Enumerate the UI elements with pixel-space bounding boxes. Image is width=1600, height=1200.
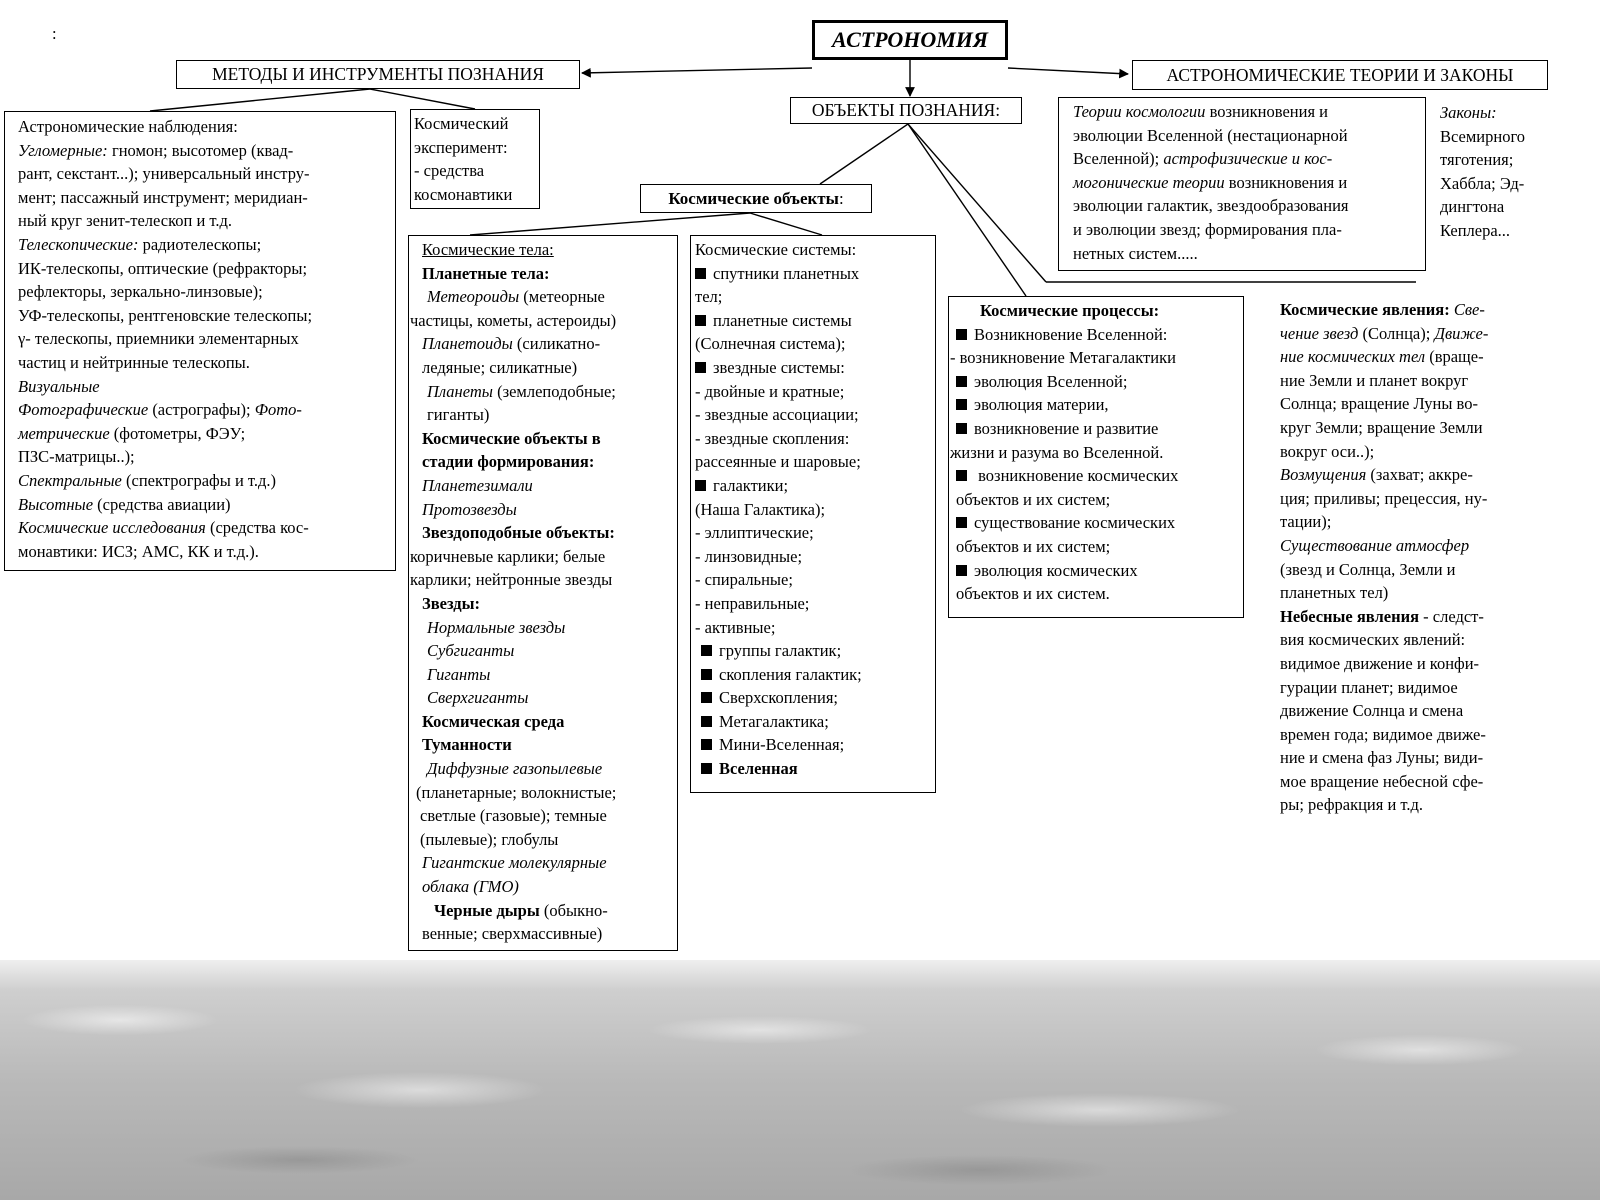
text-line: Звездоподобные объекты: [422, 523, 615, 543]
text-line: Космические явления: Све- [1280, 300, 1485, 319]
text-line: тяготения; [1440, 150, 1514, 170]
text-line: рефлекторы, зеркально-линзовые); [18, 282, 263, 302]
text-line: рассеянные и шаровые; [695, 452, 861, 472]
text-line: эволюция материи, [950, 393, 1243, 417]
bullet-icon [695, 480, 706, 491]
text-line: видимое движение и конфи- [1280, 653, 1480, 673]
text-line: звездные системы: [695, 356, 935, 380]
text-line: Планетезимали [422, 475, 533, 495]
text-line: Телескопические: радиотелескопы; [18, 234, 262, 254]
bullet-icon [956, 399, 967, 410]
text-line: частиц и нейтринные телескопы. [18, 352, 250, 372]
text-line: объектов и их систем. [956, 584, 1110, 604]
text-line: возникновение космических [950, 464, 1243, 488]
text-line: нетных систем..... [1073, 243, 1198, 263]
space-objects-to-systems [750, 213, 822, 235]
bullet-icon [695, 362, 706, 373]
text-line: Планетные тела: [422, 263, 550, 283]
space-objects-colon: : [838, 188, 844, 208]
text-line: ция; приливы; прецессия, ну- [1280, 488, 1488, 508]
text-line: эксперимент: [414, 137, 508, 157]
text-line: группы галактик; [695, 639, 935, 663]
text-line: Звезды: [422, 593, 480, 613]
methods-to-observations [150, 89, 370, 111]
text-line: Гиганты [427, 664, 491, 684]
text-line: - неправильные; [695, 593, 810, 613]
text-line: ние космических тел (враще- [1280, 347, 1484, 367]
text-line: Возникновение Вселенной: [950, 323, 1243, 347]
text-line: Вселенной); астрофизические и кос- [1073, 149, 1333, 169]
text-line: эволюция космических [950, 559, 1243, 583]
text-line: движение Солнца и смена [1280, 701, 1464, 721]
bullet-icon [956, 423, 967, 434]
text-line: тации); [1280, 512, 1332, 532]
text-line: Космические исследования (средства кос- [18, 518, 309, 538]
text-line: ние Земли и планет вокруг [1280, 370, 1469, 390]
telescopic-label: Телескопические: [18, 234, 139, 254]
text-line: Законы: [1440, 103, 1497, 122]
text-line: эволюция Вселенной; [950, 370, 1243, 394]
text-line: Черные дыры (обыкно- [434, 900, 608, 920]
bullet-icon [956, 376, 967, 387]
text-line: вия космических явлений: [1280, 630, 1466, 650]
text-line: ние и смена фаз Луны; види- [1280, 748, 1484, 768]
text-line: (Наша Галактика); [695, 499, 826, 519]
text-line: стадии формирования: [422, 452, 595, 472]
text-line: вокруг оси..); [1280, 441, 1375, 461]
observations-box [4, 111, 396, 571]
bullet-icon [956, 329, 967, 340]
text-line: рант, секстант...); универсальный инстру- [18, 164, 310, 184]
text-line: Сверхгиганты [427, 688, 529, 708]
text-line: УФ-телескопы, рентгеновские телескопы; [18, 305, 313, 325]
bullet-icon [701, 763, 712, 774]
space-objects-to-bodies [470, 213, 750, 235]
text-line: Нормальные звезды [427, 617, 566, 637]
bullet-icon [701, 669, 712, 680]
text-line: Кеплера... [1440, 220, 1511, 240]
text-line: планетные системы [695, 309, 935, 333]
text-line: гурации планет; видимое [1280, 677, 1458, 697]
text-line: Диффузные газопылевые [427, 759, 603, 779]
bullet-icon [695, 268, 706, 279]
text-line: возникновение и развитие [950, 417, 1243, 441]
text-line: Небесные явления - следст- [1280, 606, 1484, 626]
text-line: Солнца; вращение Луны во- [1280, 394, 1478, 414]
processes-heading: Космические процессы: [980, 301, 1160, 320]
arrow-to-theories [1008, 68, 1128, 74]
background-texture [0, 960, 1600, 1200]
text-line: объектов и их систем; [956, 536, 1111, 556]
bullet-icon [695, 315, 706, 326]
text-line: - двойные и кратные; [695, 381, 845, 401]
objects-header: ОБЪЕКТЫ ПОЗНАНИЯ: [790, 97, 1022, 124]
text-line: Спектральные (спектрографы и т.д.) [18, 470, 277, 490]
space-systems-box [690, 235, 936, 793]
text-line: скопления галактик; [695, 663, 935, 687]
experiment-box [410, 109, 540, 209]
text-line: космонавтики [414, 184, 513, 204]
text-line: облака (ГМО) [422, 877, 519, 897]
text-line: - активные; [695, 617, 776, 637]
text-line: венные; сверхмассивные) [422, 924, 603, 944]
text-line: (планетарные; волокнистые; [416, 782, 617, 802]
text-line: галактики; [695, 474, 935, 498]
text-line: - звездные ассоциации; [695, 405, 859, 425]
text-line: объектов и их систем; [956, 489, 1111, 509]
text-line: Планеты (землеподобные; [427, 381, 616, 401]
angular-label: Угломерные: [18, 140, 108, 160]
text-line: монавтики: ИСЗ; АМС, КК и т.д.). [18, 541, 259, 561]
text-line: Фотографические (астрографы); Фото- [18, 400, 302, 420]
text-line: Гигантские молекулярные [422, 853, 607, 873]
objects-to-space-objects [820, 124, 908, 184]
text-line: могонические теории возникновения и [1073, 172, 1348, 192]
text-line: Высотные (средства авиации) [18, 494, 231, 514]
text-line: коричневые карлики; белые [410, 546, 606, 566]
text-line: - линзовидные; [695, 546, 803, 566]
text-line: Вселенная [695, 757, 935, 781]
text-line: Мини-Вселенная; [695, 733, 935, 757]
text-line: - средства [414, 161, 485, 181]
text-line: существование космических [950, 511, 1243, 535]
text-line: - эллиптические; [695, 523, 814, 543]
text-line: Планетоиды (силикатно- [422, 334, 601, 354]
text-line: спутники планетных [695, 262, 935, 286]
text-line: Космический [414, 114, 509, 133]
bullet-icon [956, 470, 967, 481]
space-objects-header [640, 184, 872, 213]
text-line: ры; рефракция и т.д. [1280, 795, 1424, 815]
text-line: Метеороиды (метеорные [427, 287, 605, 307]
text-line: карлики; нейтронные звезды [410, 570, 613, 590]
text-line: частицы, кометы, астероиды) [410, 310, 617, 330]
text-line: Метагалактика; [695, 710, 935, 734]
text-line: - звездные скопления: [695, 428, 850, 448]
text-line: Субгиганты [427, 641, 515, 661]
text-line: Хаббла; Эд- [1440, 173, 1525, 193]
text-line: гиганты) [427, 405, 490, 425]
text-line: γ- телескопы, приемники элементарных [18, 329, 299, 349]
text-line: метрические (фотометры, ФЭУ; [18, 423, 246, 443]
bullet-icon [701, 716, 712, 727]
text-line: мое вращение небесной сфе- [1280, 771, 1484, 791]
bullet-icon [956, 565, 967, 576]
text-line: эволюции Вселенной (нестационарной [1073, 125, 1348, 145]
text-line: ный круг зенит-телескоп и т.д. [18, 211, 233, 231]
text-line: Угломерные: гномон; высотомер (квад- [18, 140, 294, 160]
text-line: и эволюции звезд; формирования пла- [1073, 219, 1342, 239]
bullet-icon [701, 692, 712, 703]
text-line: - спиральные; [695, 570, 793, 590]
text-line: Протозвезды [422, 499, 517, 519]
text-line: чение звезд (Солнца); Движе- [1280, 323, 1489, 343]
cosmology-theories-box [1058, 97, 1426, 271]
astronomy-title: АСТРОНОМИЯ [812, 20, 1008, 60]
text-line: Теории космологии возникновения и [1073, 102, 1328, 121]
space-processes-box [948, 296, 1244, 618]
space-phenomena-text [1280, 298, 1488, 817]
text-line: - возникновение Метагалактики [950, 348, 1176, 368]
text-line: времен года; видимое движе- [1280, 724, 1486, 744]
corner-mark: : [52, 24, 57, 43]
text-line: Всемирного [1440, 126, 1526, 146]
text-line: круг Земли; вращение Земли [1280, 417, 1483, 437]
text-line: Визуальные [18, 376, 100, 396]
bullet-icon [701, 739, 712, 750]
methods-header: МЕТОДЫ И ИНСТРУМЕНТЫ ПОЗНАНИЯ [176, 60, 580, 89]
text-line: Космическая среда [422, 711, 565, 731]
laws-text [1440, 101, 1525, 243]
text-line: Возмущения (захват; аккре- [1280, 465, 1473, 485]
space-bodies-box [408, 235, 678, 951]
text-line: Существование атмосфер [1280, 535, 1470, 555]
methods-to-experiment [370, 89, 475, 109]
text-line: Астрономические наблюдения: [18, 117, 238, 136]
text-line: мент; пассажный инструмент; меридиан- [18, 187, 308, 207]
space-objects-label: Космические объекты [668, 188, 839, 208]
text-line: жизни и разума во Вселенной. [950, 442, 1164, 462]
text-line: светлые (газовые); темные [420, 806, 607, 826]
text-line: (пылевые); глобулы [420, 829, 559, 849]
arrow-to-methods [582, 68, 812, 73]
bullet-icon [701, 645, 712, 656]
text-line: Сверхскопления; [695, 686, 935, 710]
text-line: (звезд и Солнца, Земли и [1280, 559, 1456, 579]
text-line: Космические системы: [695, 240, 857, 259]
text-line: Космические объекты в [422, 428, 601, 448]
text-line: ПЗС-матрицы..); [18, 447, 135, 467]
theories-header: АСТРОНОМИЧЕСКИЕ ТЕОРИИ И ЗАКОНЫ [1132, 60, 1548, 90]
text-line: тел; [695, 287, 723, 307]
text-line: (Солнечная система); [695, 334, 846, 354]
text-line: планетных тел) [1280, 583, 1389, 603]
text-line: эволюции галактик, звездообразования [1073, 196, 1349, 216]
bullet-icon [956, 517, 967, 528]
text-line: ледяные; силикатные) [422, 357, 578, 377]
text-line: Туманности [422, 735, 512, 755]
text-line: ИК-телескопы, оптические (рефракторы; [18, 258, 308, 278]
bodies-heading: Космические тела: [422, 240, 554, 259]
text-line: дингтона [1440, 197, 1505, 217]
